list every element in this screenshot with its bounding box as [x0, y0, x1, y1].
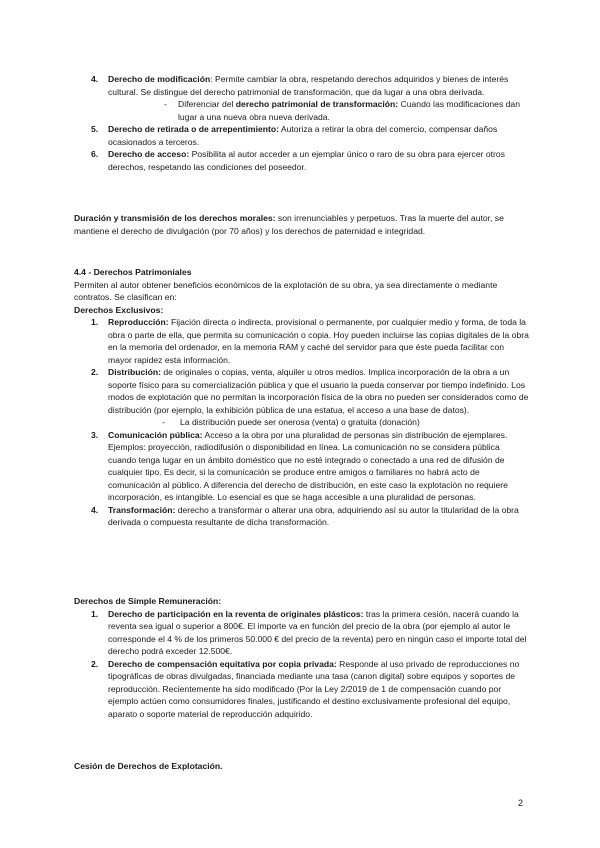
list-item: [74, 366, 530, 429]
item-title: Comunicación pública:: [108, 429, 203, 440]
item-text: de originales o copias, venta, alquiler u otros medios. Implica incorporación de la obra a un soporte físico para su comercialización pública y que el usuario la pueda conservar por tiempo indefinido. Los modos de explotación que no permitan la incorporación física de la obra no pueden ser considerados como de distribución (por ejemplo, la exhibición pública de una estatua, el acceso a una base de datos).: [108, 367, 529, 415]
cesion-section: [74, 760, 530, 773]
list-item: [74, 73, 530, 123]
item-title: Derecho de retirada o de arrepentimiento:: [108, 124, 279, 134]
sub-item-bold: derecho patrimonial de transformación:: [235, 99, 399, 109]
sub-item-text-end: Cuando las modificaciones dan lugar a una nueva obra nueva derivada.: [178, 99, 520, 122]
list-number: 1.: [91, 608, 99, 619]
list-number: 5.: [91, 124, 99, 134]
sub-list-item: [108, 416, 530, 429]
moral-rights-list: [74, 73, 530, 173]
sub-item-text: Diferenciar del: [178, 99, 236, 109]
exclusivos-heading: Derechos Exclusivos:: [74, 304, 164, 315]
cesion-heading: Cesión de Derechos de Explotación.: [74, 761, 223, 771]
remuneracion-heading: Derechos de Simple Remuneración:: [74, 596, 222, 606]
sub-item-text: La distribución puede ser onerosa (venta) o gratuita (donación): [180, 417, 420, 427]
item-title: Distribución:: [108, 367, 161, 377]
item-text: Posibilita al autor acceder a un ejemplar único o raro de su obra para ejercer otros derechos, respetando las condiciones del poseedor.: [108, 149, 505, 172]
item-text: derecho a transformar o alterar una obra, adquiriendo así su autor la titularidad de la obra derivada o compuesta resultante de dicha transformación.: [108, 504, 519, 527]
section-patrimoniales: [74, 266, 530, 529]
list-item: [74, 148, 530, 173]
item-title: Derecho de acceso:: [108, 149, 190, 159]
list-item: [74, 123, 530, 148]
section-remuneracion: [74, 595, 530, 720]
list-number: 4.: [91, 504, 99, 515]
section-title: 4.4 - Derechos Patrimoniales: [74, 267, 192, 277]
list-item: [74, 658, 530, 721]
item-text: Responde al uso privado de reproducciones no tipográficas de obras divulgadas, financiada mediante una tasa (canon digital) sobre equipos y soportes de reproducción. Recientemente ha sido modificado (Por la Ley 2/2019 de 1 de compensación cuando por ejemplo actúen como consumidores finales, justificando el destino exclusivamente profesional del equipo, aparato o soporte material de reproducción adquirido.: [108, 658, 520, 719]
list-item: [74, 429, 530, 504]
list-item: [74, 608, 530, 658]
item-text: Autoriza a retirar la obra del comercio, compensar daños ocasionados a terceros.: [108, 124, 498, 147]
dash-bullet: -: [162, 417, 165, 427]
list-number: 1.: [91, 317, 99, 327]
paragraph-bold: Duración y transmisión de los derechos morales:: [74, 213, 276, 223]
list-number: 3.: [91, 429, 99, 440]
item-text: Acceso a la obra por una pluralidad de personas sin distribución de ejemplares. Ejemplos: proyección, radiodifusión o disponibilidad en línea. La comunicación no se considera pública cuando tenga lugar en un ámbito doméstico que no esté integrado o conectado a una red de difusión de cualquier tipo. Es decir, si la comunicación se produce entre amigos o familiares no habrá acto de comunicación al público. A diferencia del derecho de distribución, en este caso la explotación no requiere incorporación, es intangible. Lo esencial es que se haga accesible a una pluralidad de personas.: [108, 429, 508, 502]
list-number: 4.: [91, 74, 99, 84]
list-item: [74, 316, 530, 366]
item-text: : Permite cambiar la obra, respetando derechos adquiridos y bienes de interés cultural. Se distingue del derecho patrimonial de transformación, que da lugar a una obra derivada.: [108, 74, 509, 97]
list-item: [74, 504, 530, 529]
item-text: Fijación directa o indirecta, provisional o permanente, por cualquier medio y forma, de toda la obra o parte de ella, que permita su comunicación o copia. Hoy pueden incluirse las copias digitales de la obra en la memoria del ordenador, en la memoria RAM y caché del servidor para que éste pueda facilitar con mayor rapidez esta información.: [108, 317, 529, 365]
item-title: Reproducción:: [108, 317, 169, 327]
duracion-paragraph: [74, 212, 530, 237]
item-title: Transformación:: [108, 504, 176, 515]
list-number: 6.: [91, 149, 99, 159]
item-text: tras la primera cesión, nacerá cuando la reventa sea igual o superior a 800€. El importe va en función del precio de la obra (por ejemplo al autor le corresponde el 4 % de los primeros 50.000 € del precio de la reventa) pero en ningún caso el importe total del derecho podrá exceder 12.500€.: [108, 608, 527, 656]
list-number: 2.: [91, 658, 99, 669]
sub-list-item: [108, 98, 530, 123]
section-intro: Permiten al autor obtener beneficios económicos de la explotación de su obra, ya sea directamente o mediante contratos. Se clasifican en:: [74, 279, 498, 302]
item-title: Derecho de modificación: [108, 74, 211, 84]
dash-bullet: -: [164, 99, 167, 109]
item-title: Derecho de compensación equitativa por copia privada:: [108, 658, 337, 669]
list-number: 2.: [91, 367, 99, 377]
paragraph-text: son irrenunciables y perpetuos. Tras la muerte del autor, se mantiene el derecho de divulgación (por 70 años) y los derechos de paternidad e integridad.: [74, 213, 504, 236]
page-number: 2: [518, 798, 524, 808]
item-title: Derecho de participación en la reventa de originales plásticos:: [108, 608, 364, 619]
